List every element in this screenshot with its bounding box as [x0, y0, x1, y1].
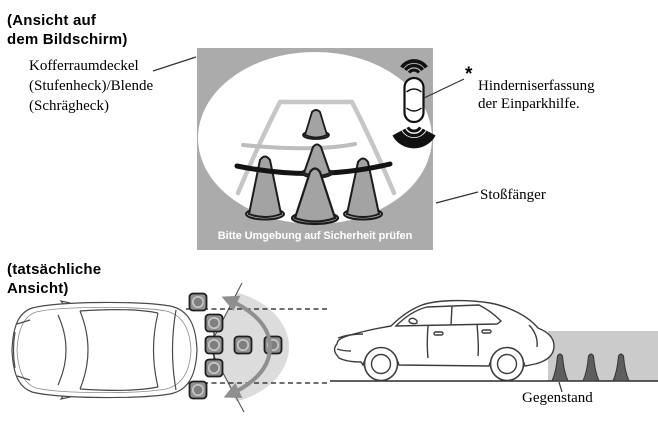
screen-message: Bitte Umgebung auf Sicherheit prüfen	[217, 230, 413, 242]
leader-line-trunk	[153, 57, 196, 71]
obstacle-marker	[190, 294, 207, 311]
actual-view-heading	[7, 260, 101, 298]
obstacle-marker	[206, 360, 223, 377]
actual-view-side	[330, 301, 658, 381]
car-icon-body	[405, 78, 424, 122]
screen-view-heading	[7, 11, 128, 49]
actual-view-heading-line2: Ansicht)	[7, 280, 69, 297]
side-mirror	[409, 318, 417, 323]
asterisk-marker: *	[465, 64, 473, 85]
object-label: Gegenstand	[522, 390, 593, 406]
obstacle-marker	[190, 382, 207, 399]
screen-view-heading-line1: (Ansicht auf	[7, 12, 97, 29]
bumper-label: Stoßfänger	[480, 187, 546, 203]
leader-line-bumper	[436, 192, 478, 203]
obstacle-marker	[206, 337, 223, 354]
obstacle-marker	[265, 337, 282, 354]
front-wheel	[365, 348, 398, 381]
car-top-view	[12, 301, 197, 399]
rear-wheel	[491, 348, 524, 381]
obstacle-detection-label: Hinderniserfassung der Einparkhilfe.	[478, 78, 595, 112]
car-side-view	[335, 301, 554, 381]
trunk-lid-label: Kofferraumdeckel (Stufenheck)/Blende (Schrägheck)	[29, 58, 154, 114]
actual-view-heading-line1: (tatsächliche	[7, 261, 102, 278]
actual-view-top	[12, 283, 328, 412]
obstacle-marker	[235, 337, 252, 354]
rear-camera-screen	[197, 48, 433, 250]
screen-view-heading-line2: dem Bildschirm)	[7, 31, 128, 48]
obstacle-marker	[206, 315, 223, 332]
